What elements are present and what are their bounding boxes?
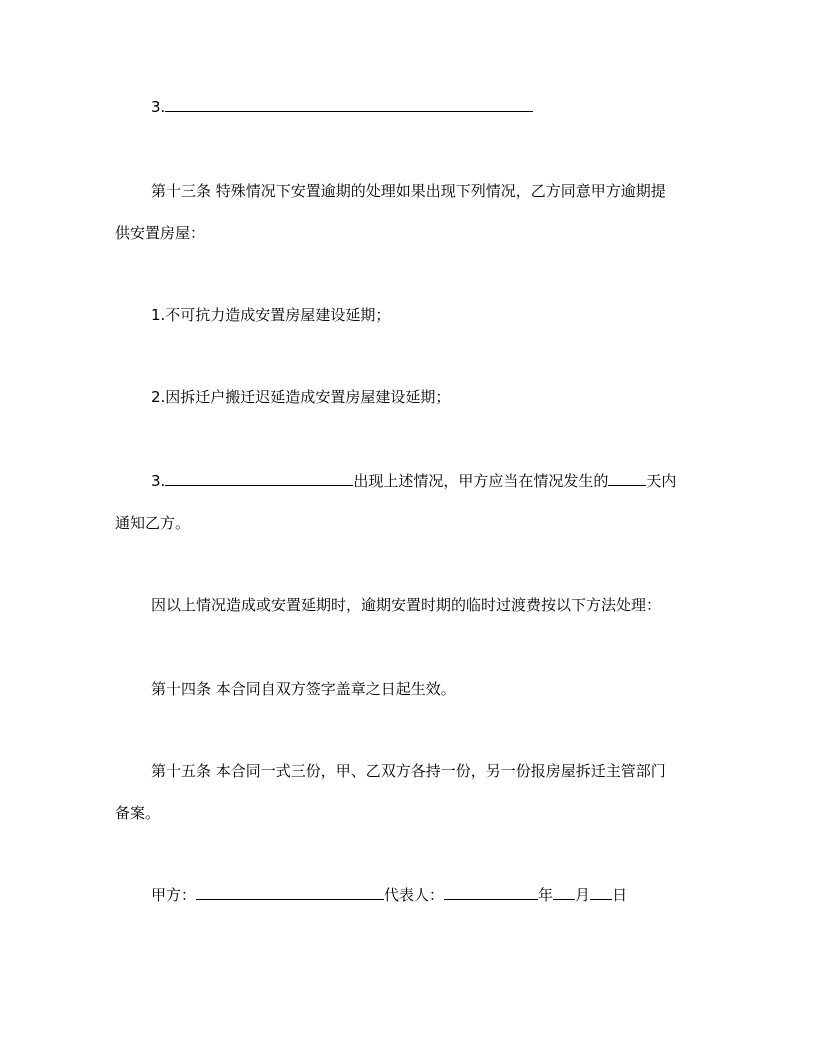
month-blank — [553, 885, 575, 900]
article-15-line-1: 第十五条 本合同一式三份，甲、乙双方各持一份，另一份报房屋拆迁主管部门 — [151, 762, 666, 780]
party-a-blank — [196, 885, 384, 900]
item-3-top-blank — [165, 97, 533, 112]
month-label: 月 — [575, 886, 591, 904]
day-blank — [590, 885, 612, 900]
day-label: 日 — [612, 886, 628, 904]
item-3-top-number: 3. — [151, 98, 166, 116]
list-item-1: 1.不可抗力造成安置房屋建设延期； — [151, 306, 391, 324]
article-14: 第十四条 本合同自双方签字盖章之日起生效。 — [151, 680, 456, 698]
party-a-label: 甲方： — [151, 886, 197, 904]
list-item-2: 2.因拆迁户搬迁迟延造成安置房屋建设延期； — [151, 388, 451, 406]
year-label: 年 — [538, 886, 554, 904]
transition-fee-paragraph: 因以上情况造成或安置延期时，逾期安置时期的临时过渡费按以下方法处理： — [151, 596, 662, 614]
article-13-line-1: 第十三条 特殊情况下安置逾期的处理如果出现下列情况，乙方同意甲方逾期提 — [151, 182, 666, 200]
list-item-3-text-a: 出现上述情况，甲方应当在情况发生的 — [353, 472, 609, 490]
list-item-3-number: 3. — [151, 472, 166, 490]
article-13-line-2: 供安置房屋： — [115, 224, 206, 242]
list-item-3-line-2: 通知乙方。 — [115, 514, 191, 532]
list-item-3-blank — [165, 471, 353, 486]
item-3-top — [151, 97, 533, 117]
list-item-3 — [151, 471, 676, 491]
signature-line — [151, 885, 627, 905]
representative-blank — [444, 885, 538, 900]
days-blank — [608, 471, 646, 486]
representative-label: 代表人： — [384, 886, 445, 904]
article-15-line-2: 备案。 — [115, 804, 161, 822]
list-item-3-text-b: 天内 — [646, 472, 677, 490]
